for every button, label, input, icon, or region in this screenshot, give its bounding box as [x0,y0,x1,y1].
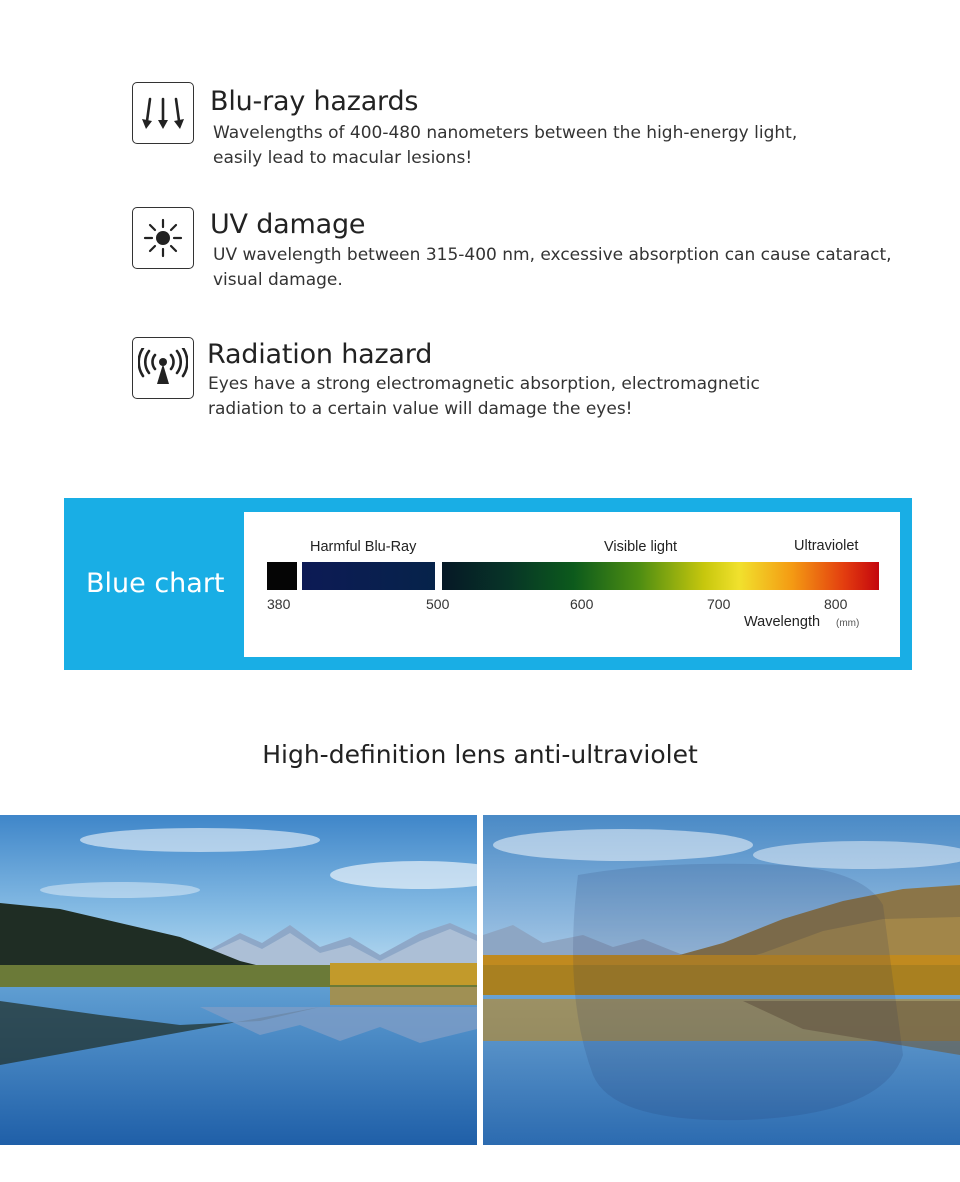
spectrum-visible-segment [442,562,879,590]
landscape-photo-without-lens [0,815,477,1145]
landscape-photo-with-lens [483,815,960,1145]
label-harmful-blu-ray: Harmful Blu-Ray [310,539,417,555]
arrows-down-icon [132,82,194,144]
hazard-desc-line: UV wavelength between 315-400 nm, excessive absorption can cause cataract, [213,245,892,265]
hazard-title: Blu-ray hazards [210,86,419,117]
label-ultraviolet: Ultraviolet [794,538,859,554]
label-visible-light: Visible light [604,539,678,555]
hazard-desc-line: Wavelengths of 400-480 nanometers between the high-energy light, [213,123,798,143]
hazard-title: Radiation hazard [207,339,433,370]
spectrum-blue-segment [302,562,435,590]
radiation-icon [132,337,194,399]
section-headline: High-definition lens anti-ultraviolet [262,740,698,769]
hazard-desc-line: radiation to a certain value will damage the eyes! [208,399,633,419]
hazard-desc-line: visual damage. [213,270,343,290]
sun-icon [132,207,194,269]
hazard-description [213,243,913,293]
hazard-description [208,372,908,422]
tick-label: 700 [707,596,731,612]
hazard-desc-line: Eyes have a strong electromagnetic absorption, electromagnetic [208,374,760,394]
tick-label: 600 [570,596,594,612]
hazard-desc-line: easily lead to macular lesions! [213,148,473,168]
spectrum-chart [244,512,900,657]
hazard-title: UV damage [210,209,366,240]
axis-unit: (mm) [836,618,860,629]
spectrum-black-segment [267,562,297,590]
tick-label: 380 [267,596,291,612]
hazard-description [213,121,913,171]
axis-label: Wavelength [744,614,821,630]
blue-chart-title: Blue chart [86,568,225,599]
tick-label: 500 [426,596,450,612]
blue-chart-panel [64,498,912,670]
tick-label: 800 [824,596,848,612]
